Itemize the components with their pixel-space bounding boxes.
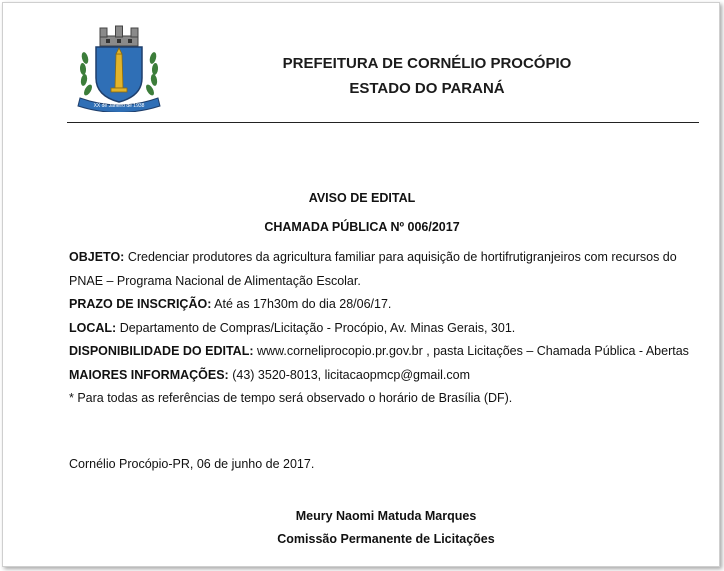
objeto-paragraph	[69, 246, 709, 293]
place-and-date: Cornélio Procópio-PR, 06 de junho de 2017.	[69, 457, 315, 471]
municipal-coat-of-arms	[76, 22, 162, 112]
disponibilidade-paragraph	[69, 340, 709, 364]
laurel-left-icon	[79, 51, 93, 96]
signatory-name: Meury Naomi Matuda Marques	[295, 509, 477, 523]
local-label: LOCAL:	[69, 320, 117, 335]
notice-subtitle: CHAMADA PÚBLICA Nº 006/2017	[264, 220, 460, 234]
notice-body	[69, 246, 709, 411]
prazo-text: Até as 17h30m do dia 28/06/17.	[211, 297, 392, 311]
disponibilidade-text: www.corneliprocopio.pr.gov.br , pasta Licitações – Chamada Pública - Abertas	[253, 344, 689, 358]
objeto-label: OBJETO:	[69, 250, 125, 264]
header-divider	[67, 122, 699, 123]
laurel-right-icon	[144, 51, 158, 96]
notice-title: AVISO DE EDITAL	[308, 191, 416, 205]
info-text: (43) 3520-8013, licitacaopmcp@gmail.com	[228, 367, 471, 382]
objeto-text: Credenciar produtores da agricultura familiar para aquisição de hortifrutigranjeiros com recursos do PNAE – Programa Nacional de Alimentação Escolar.	[69, 250, 677, 288]
disponibilidade-label: DISPONIBILIDADE DO EDITAL:	[69, 344, 254, 358]
time-reference-note: * Para todas as referências de tempo será observado o horário de Brasília (DF).	[69, 391, 513, 405]
local-paragraph	[69, 317, 709, 341]
signatory-role: Comissão Permanente de Licitações	[277, 532, 495, 546]
letterhead	[262, 51, 592, 101]
crest-motto: XX de Janeiro de 1938	[93, 103, 145, 109]
info-label: MAIORES INFORMAÇÕES:	[69, 367, 229, 382]
municipality-name: PREFEITURA DE CORNÉLIO PROCÓPIO	[282, 55, 572, 72]
mural-crown-icon	[100, 26, 138, 46]
prazo-paragraph	[69, 293, 709, 317]
prazo-label: PRAZO DE INSCRIÇÃO:	[69, 297, 212, 311]
info-paragraph	[69, 364, 709, 388]
state-name: ESTADO DO PARANÁ	[349, 80, 505, 97]
local-text: Departamento de Compras/Licitação - Procópio, Av. Minas Gerais, 301.	[116, 320, 516, 335]
